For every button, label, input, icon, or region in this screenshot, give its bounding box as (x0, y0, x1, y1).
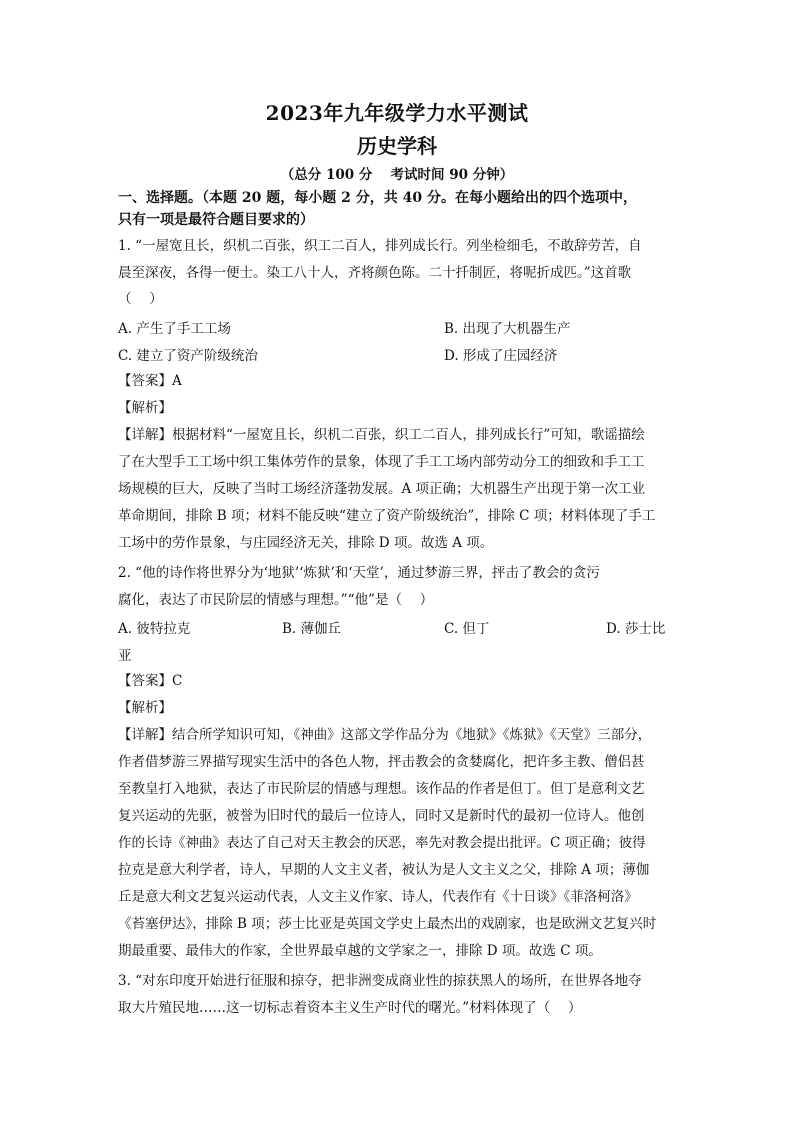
q1-detail-line3: 场规模的巨大，反映了当时工场经济蓬勃发展。A 项正确；大机器生产出现于第一次工业 (118, 481, 646, 497)
q2-detail-line2: 作者借梦游三界描写现实生活中的各色人物，抨击教会的贪婪腐化，把许多主教、僧侣甚 (118, 754, 645, 770)
section-heading-line2: 只有一项是最符合题目要求的） (118, 212, 314, 228)
q1-detail-line4: 革命期间，排除 B 项；材料不能反映“建立了资产阶级统治”，排除 C 项；材料体现了手工 (118, 508, 656, 524)
q2-answer: 【答案】C (118, 673, 183, 689)
exam-info: （总分 100 分 考试时间 90 分钟） (280, 167, 514, 183)
q2-detail-line9: 期最重要、最伟大的作家，全世界最卓越的文学家之一，排除 D 项。故选 C 项。 (118, 943, 602, 959)
section-heading-line1: 一、选择题。（本题 20 题，每小题 2 分，共 40 分。在每小题给出的四个选项中， (118, 190, 637, 206)
q2-stem-line1: 2. “他的诗作将世界分为‘地狱’‘炼狱’和‘天堂’，通过梦游三界，抨击了教会的贪污 (118, 565, 600, 581)
q3-stem-line1: 3. “对东印度开始进行征服和掠夺，把非洲变成商业性的掠获黑人的场所，在世界各地夺 (118, 973, 642, 989)
q1-option-d: D. 形成了庄园经济 (444, 348, 558, 364)
q2-option-d-wrap: 亚 (118, 648, 132, 664)
q2-detail-line8: 《苔塞伊达》，排除 B 项；莎士比亚是英国文学史上最杰出的戏剧家，也是欧洲文艺复兴时 (118, 916, 657, 932)
exam-title: 2023年九年级学力水平测试 (265, 101, 529, 125)
q1-answer: 【答案】A (118, 373, 182, 389)
subject-title: 历史学科 (357, 134, 437, 158)
q2-stem-line2: 腐化，表达了市民阶层的情感与理想。”“他”是（ ） (118, 592, 434, 608)
q2-detail-line1: 【详解】结合所学知识可知，《神曲》这部文学作品分为《地狱》《炼狱》《天堂》三部分， (118, 727, 652, 743)
q1-stem-line3: （ ） (118, 291, 163, 307)
q1-detail-line5: 工场中的劳作景象，与庄园经济无关，排除 D 项。故选 A 项。 (118, 535, 494, 551)
q2-detail-line7: 丘是意大利文艺复兴运动代表，人文主义作家、诗人，代表作有《十日谈》《菲洛柯洛》 (118, 889, 638, 905)
q2-option-a: A. 彼特拉克 (118, 621, 191, 637)
q1-option-a: A. 产生了手工工场 (118, 321, 231, 337)
q2-option-b: B. 薄伽丘 (282, 621, 342, 637)
q2-detail-line4: 复兴运动的先驱，被誉为旧时代的最后一位诗人，同时又是新时代的最初一位诗人。他创 (118, 808, 645, 824)
q2-option-c: C. 但丁 (444, 621, 490, 637)
q1-analysis-label: 【解析】 (118, 400, 172, 416)
q1-stem-line1: 1. “一屋宽且长，织机二百张，织工二百人，排列成长行。列坐检细毛，不敢辞劳苦，自 (118, 238, 642, 254)
q1-detail-line2: 了在大型手工工场中织工集体劳作的景象，体现了手工工场内部劳动分工的细致和手工工 (118, 454, 645, 470)
q2-analysis-label: 【解析】 (118, 700, 172, 716)
q1-detail-line1: 【详解】根据材料“一屋宽且长，织机二百张，织工二百人，排列成长行”可知，歌谣描绘 (118, 427, 645, 443)
q2-detail-line6: 拉克是意大利学者，诗人，早期的人文主义者，被认为是人文主义之父，排除 A 项；薄伽 (118, 862, 650, 878)
q2-detail-line3: 至教皇打入地狱，表达了市民阶层的情感与理想。该作品的作者是但丁。但丁是意利文艺 (118, 781, 645, 797)
q2-detail-line5: 作的长诗《神曲》表达了自己对天主教会的厌恶，率先对教会提出批评。C 项正确；彼得 (118, 835, 646, 851)
q1-stem-line2: 晨至深夜，各得一便士。染工八十人，齐将颜色陈。二十扦制匠，将呢折成匹。”这首歌 (118, 265, 632, 281)
q1-option-b: B. 出现了大机器生产 (444, 321, 571, 337)
q2-option-d: D. 莎士比 (606, 621, 666, 637)
q1-option-c: C. 建立了资产阶级统治 (118, 348, 258, 364)
q3-stem-line2: 取大片殖民地……这一切标志着资本主义生产时代的曙光。”材料体现了（ ） (118, 1000, 582, 1016)
